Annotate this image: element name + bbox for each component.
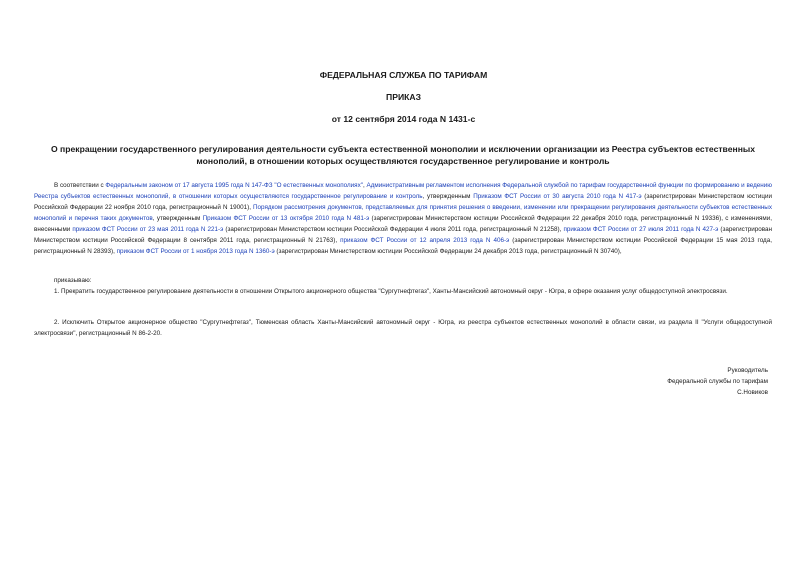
signature-role: Руководитель <box>727 367 768 374</box>
link-order-417[interactable]: Приказом ФСТ России от 30 августа 2010 года N 417-э <box>473 193 642 200</box>
link-order-481[interactable]: Приказом ФСТ России от 13 октября 2010 года N 481-э <box>202 215 370 222</box>
order-verb: приказываю: <box>54 277 92 284</box>
signature-block <box>667 365 768 398</box>
link-order-427[interactable]: приказом ФСТ России от 27 июля 2011 года N 427-э <box>563 226 719 233</box>
text-segment: (зарегистрирован Министерством юстиции Российской Федерации 15 мая 2013 года, регистрационный N 28393), <box>34 237 772 255</box>
link-order-1360[interactable]: приказом ФСТ России от 1 ноября 2013 года N 1360-э <box>116 248 275 255</box>
text-segment: , <box>362 182 367 189</box>
text-segment: (зарегистрирован Министерством юстиции Российской Федерации 4 июля 2011 года, регистрационный N 21258), <box>223 226 564 233</box>
text-segment: (зарегистрирован Министерством юстиции Российской Федерации 24 декабря 2013 года, регистрационный N 30740), <box>274 248 622 255</box>
text-segment: (зарегистрирован Министерством юстиции Российской Федерации 22 декабря 2010 года, регистрационный N 19336), с изменениями, внесенными <box>34 215 772 233</box>
date-number-heading: от 12 сентября 2014 года N 1431-с <box>331 114 476 124</box>
signature-name: С.Новиков <box>737 389 768 396</box>
text-segment: , утвержденным <box>422 193 474 200</box>
order-item-1: 1. Прекратить государственное регулирование деятельности в отношении Открытого акционерного общества "Сургутнефтегаз", Ханты-Мансийский автономный округ - Югра, в сфере оказания услуг общедоступной электросвязи. <box>54 288 728 295</box>
order-item-2: 2. Исключить Открытое акционерное общество "Сургутнефтегаз", Тюменская область Ханты-Мансийский автономный округ - Югра, из реестра субъектов естественных монополий в области связи, из раздела II "Услуги общедоступной электросвязи", регистрационный N 86-2-20. <box>34 319 772 337</box>
link-procedure[interactable]: Порядком рассмотрения документов, представляемых для принятия решения о введении, изменении или прекращении регулирования деятельности субъектов естественных монополий и перечня таких документов <box>34 204 772 222</box>
text-segment: (зарегистрирован Министерством юстиции Российской Федерации 8 сентября 2011 года, регистрационный N 21763), <box>34 226 772 244</box>
link-federal-law[interactable]: Федеральным законом от 17 августа 1995 года N 147-ФЗ "О естественных монополиях" <box>105 182 363 189</box>
link-order-406[interactable]: приказом ФСТ России от 12 апреля 2013 года N 406-э <box>340 237 510 244</box>
text-segment: В соответствии с <box>54 182 106 189</box>
link-order-221[interactable]: приказом ФСТ России от 23 мая 2011 года N 221-э <box>72 226 224 233</box>
doc-type-heading: ПРИКАЗ <box>386 92 421 102</box>
signature-org: Федеральной службы по тарифам <box>667 378 768 385</box>
text-segment: (зарегистрирован Министерством юстиции Российской Федерации 22 ноября 2010 года, регистрационный N 19001), <box>34 193 773 211</box>
document-title: О прекращении государственного регулирования деятельности субъекта естественной монополии и исключении организации из Реестра субъектов естественных монополий, в отношении которых осуществляются государственное регулирование и контроль <box>50 144 756 166</box>
link-admin-regulation[interactable]: Административным регламентом исполнения Федеральной службой по тарифам государственной функции по формированию и ведению Реестра субъектов естественных монополий, в отношении которых осуществляются государственное регулирование и контроль <box>34 182 772 200</box>
text-segment: , утвержденным <box>152 215 203 222</box>
preamble-paragraph <box>34 180 772 257</box>
agency-heading: ФЕДЕРАЛЬНАЯ СЛУЖБА ПО ТАРИФАМ <box>319 70 488 80</box>
